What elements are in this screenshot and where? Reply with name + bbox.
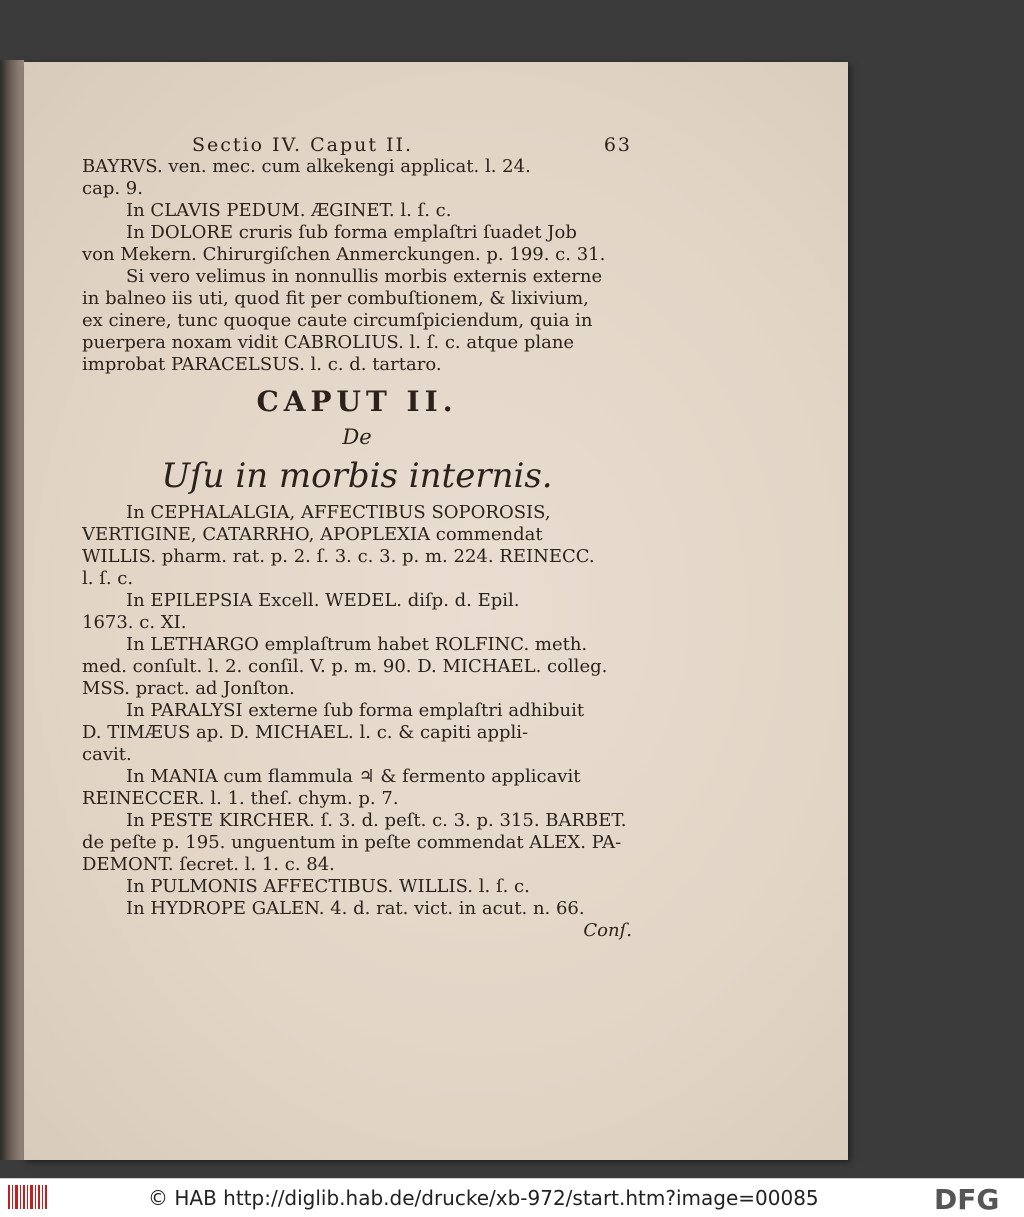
text-line: DEMONT. ſecret. l. 1. c. 84. xyxy=(82,854,335,875)
text-line: l. ſ. c. xyxy=(82,568,134,589)
catchword: Conſ. xyxy=(583,920,632,941)
text-line: In PESTE KIRCHER. ſ. 3. d. peſt. c. 3. p. 315. BARBET. xyxy=(126,810,627,831)
facing-page-edge xyxy=(0,60,24,1160)
text-line: puerpera noxam vidit CABROLIUS. l. ſ. c. atque plane xyxy=(82,332,575,353)
text-line: Si vero velimus in nonnullis morbis externis externe xyxy=(126,266,603,287)
book-page xyxy=(24,62,848,1160)
text-line: von Mekern. Chirurgiſchen Anmerckungen. p. 199. c. 31. xyxy=(82,244,606,265)
running-head-title: Sectio IV. Caput II. xyxy=(192,134,414,156)
dfg-logo-text: DFG xyxy=(934,1183,1000,1213)
chapter-title: CAPUT II. xyxy=(256,385,458,418)
chapter-de: De xyxy=(342,425,372,449)
text-line: MSS. pract. ad Jonſton. xyxy=(82,678,295,699)
text-line: In PULMONIS AFFECTIBUS. WILLIS. l. ſ. c. xyxy=(126,876,530,897)
dfg-logo-icon xyxy=(932,1183,1018,1213)
text-line: VERTIGINE, CATARRHO, APOPLEXIA commendat xyxy=(82,524,543,545)
text-line: In PARALYSI externe ſub forma emplaſtri adhibuit xyxy=(126,700,585,721)
running-head xyxy=(82,134,632,156)
barcode-icon xyxy=(6,1183,50,1211)
text-line: In CEPHALALGIA, AFFECTIBUS SOPOROSIS, xyxy=(126,502,551,523)
copyright-link[interactable]: © HAB http://diglib.hab.de/drucke/xb-972/start.htm?image=00085 xyxy=(148,1186,819,1210)
text-line: In DOLORE cruris ſub forma emplaſtri ſuadet Job xyxy=(126,222,577,243)
text-line: REINECCER. l. 1. theſ. chym. p. 7. xyxy=(82,788,399,809)
text-line: cap. 9. xyxy=(82,178,143,199)
text-line: in balneo iis uti, quod fit per combuſtionem, & lixivium, xyxy=(82,288,589,309)
text-line: In CLAVIS PEDUM. ÆGINET. l. ſ. c. xyxy=(126,200,452,221)
page-number: 63 xyxy=(603,134,632,156)
text-line: 1673. c. XI. xyxy=(82,612,187,633)
text-line: med. conſult. l. 2. conſil. V. p. m. 90. D. MICHAEL. colleg. xyxy=(82,656,608,677)
page-text xyxy=(82,134,632,942)
text-line: improbat PARACELSUS. l. c. d. tartaro. xyxy=(82,354,442,375)
viewer-footer xyxy=(0,1178,1024,1217)
text-line: WILLIS. pharm. rat. p. 2. ſ. 3. c. 3. p. m. 224. REINECC. xyxy=(82,546,595,567)
text-line: de peſte p. 195. unguentum in peſte commendat ALEX. PA- xyxy=(82,832,622,853)
text-line: D. TIMÆUS ap. D. MICHAEL. l. c. & capiti appli- xyxy=(82,722,529,743)
text-line: BAYRVS. ven. mec. cum alkekengi applicat. l. 24. xyxy=(82,156,531,177)
text-top xyxy=(82,156,632,376)
chapter-subtitle: Uſu in morbis internis. xyxy=(161,456,553,496)
text-line: In EPILEPSIA Excell. WEDEL. diſp. d. Epil. xyxy=(126,590,520,611)
text-line: In MANIA cum flammula ♃ & fermento applicavit xyxy=(126,766,581,787)
text-bottom xyxy=(82,502,632,920)
text-line: cavit. xyxy=(82,744,132,765)
text-line: ex cinere, tunc quoque caute circumſpiciendum, quia in xyxy=(82,310,593,331)
text-line: In LETHARGO emplaſtrum habet ROLFINC. meth. xyxy=(126,634,588,655)
text-line: In HYDROPE GALEN. 4. d. rat. vict. in acut. n. 66. xyxy=(126,898,585,919)
